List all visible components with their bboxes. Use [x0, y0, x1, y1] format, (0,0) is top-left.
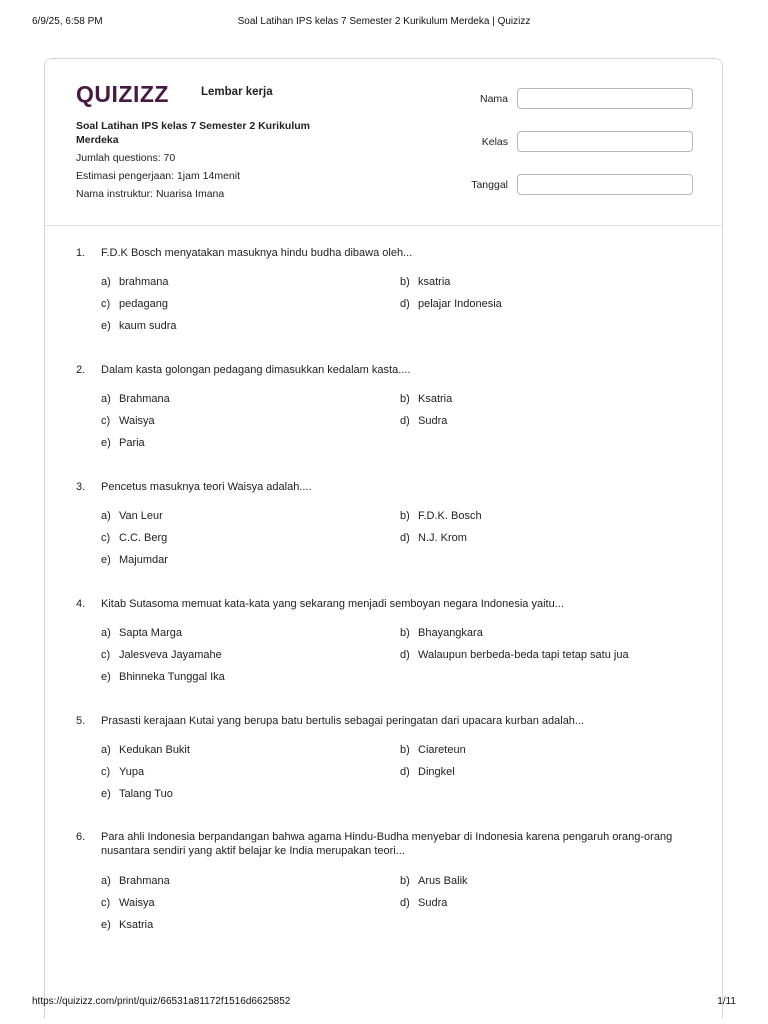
kelas-field[interactable] — [517, 131, 693, 152]
question-number: 3. — [76, 481, 86, 493]
question-text: F.D.K Bosch menyatakan masuknya hindu budha dibawa oleh... — [101, 247, 413, 259]
option-b: b) Bhayangkara — [400, 627, 483, 639]
question-number: 5. — [76, 715, 86, 727]
header-divider — [45, 225, 722, 226]
option-d: d) Dingkel — [400, 766, 455, 778]
tanggal-field[interactable] — [517, 174, 693, 195]
question-number: 1. — [76, 247, 86, 259]
print-page-title: Soal Latihan IPS kelas 7 Semester 2 Kurikulum Merdeka | Quizizz — [237, 16, 531, 27]
option-b: b) F.D.K. Bosch — [400, 510, 482, 522]
option-d: d) pelajar Indonesia — [400, 298, 502, 310]
questions-count: Jumlah questions: 70 — [76, 152, 176, 164]
question-text: Kitab Sutasoma memuat kata-kata yang sekarang menjadi semboyan negara Indonesia yaitu... — [101, 598, 564, 610]
option-c: c) Waisya — [101, 415, 155, 427]
quizizz-logo: QUIZIZZ — [76, 81, 169, 107]
print-url: https://quizizz.com/print/quiz/66531a81172f1516d6625852 — [32, 996, 291, 1007]
print-footer — [0, 996, 768, 1010]
question-text: Prasasti kerajaan Kutai yang berupa batu bertulis sebagai peringatan dari upacara kurban adalah... — [101, 715, 585, 727]
print-page-number: 1/11 — [717, 996, 736, 1007]
question-number: 6. — [76, 831, 86, 843]
option-d: d) Walaupun berbeda-beda tapi tetap satu jua — [400, 649, 629, 661]
option-b: b) Ciareteun — [400, 744, 466, 756]
option-c: c) Jalesveva Jayamahe — [101, 649, 222, 661]
option-e: e) Majumdar — [101, 554, 168, 566]
field-label-nama: Nama — [479, 93, 508, 105]
option-a: a) Sapta Marga — [101, 627, 182, 639]
option-e: e) Ksatria — [101, 919, 154, 931]
brand-row — [76, 81, 273, 107]
option-d: d) Sudra — [400, 897, 448, 909]
instructor-name: Nama instruktur: Nuarisa Imana — [76, 188, 225, 200]
option-a: a) Brahmana — [101, 393, 170, 405]
option-c: c) Yupa — [101, 766, 145, 778]
option-e: e) Paria — [101, 437, 145, 449]
option-a: a) Kedukan Bukit — [101, 744, 190, 756]
option-c: c) C.C. Berg — [101, 532, 168, 544]
estimated-duration: Estimasi pengerjaan: 1jam 14menit — [76, 170, 241, 182]
option-e: e) kaum sudra — [101, 320, 177, 332]
question-number: 4. — [76, 598, 86, 610]
option-a: a) Van Leur — [101, 510, 163, 522]
option-b: b) Ksatria — [400, 393, 453, 405]
option-c: c) pedagang — [101, 298, 168, 310]
option-d: d) Sudra — [400, 415, 448, 427]
question-text: Pencetus masuknya teori Waisya adalah.... — [101, 481, 312, 493]
option-e: e) Bhinneka Tunggal Ika — [101, 671, 225, 683]
worksheet-label: Lembar kerja — [201, 86, 273, 98]
option-b: b) ksatria — [400, 276, 451, 288]
quiz-title: Soal Latihan IPS kelas 7 Semester 2 Kurikulum Merdeka — [76, 120, 311, 146]
option-a: a) brahmana — [101, 276, 169, 288]
question-text: Para ahli Indonesia berpandangan bahwa agama Hindu-Budha menyebar di Indonesia karena pengaruh orang-orang nusantara sendiri yang aktif belajar ke India merupakan teori... — [101, 831, 673, 857]
option-a: a) Brahmana — [101, 875, 170, 887]
option-e: e) Talang Tuo — [101, 788, 173, 800]
print-header — [0, 16, 768, 30]
option-d: d) N.J. Krom — [400, 532, 467, 544]
option-c: c) Waisya — [101, 897, 155, 909]
question-text: Dalam kasta golongan pedagang dimasukkan kedalam kasta.... — [101, 364, 411, 376]
question-number: 2. — [76, 364, 86, 376]
field-label-kelas: Kelas — [481, 136, 508, 148]
nama-field[interactable] — [517, 88, 693, 109]
field-label-tanggal: Tanggal — [471, 179, 508, 191]
print-datetime: 6/9/25, 6:58 PM — [32, 16, 103, 27]
option-b: b) Arus Balik — [400, 875, 468, 887]
